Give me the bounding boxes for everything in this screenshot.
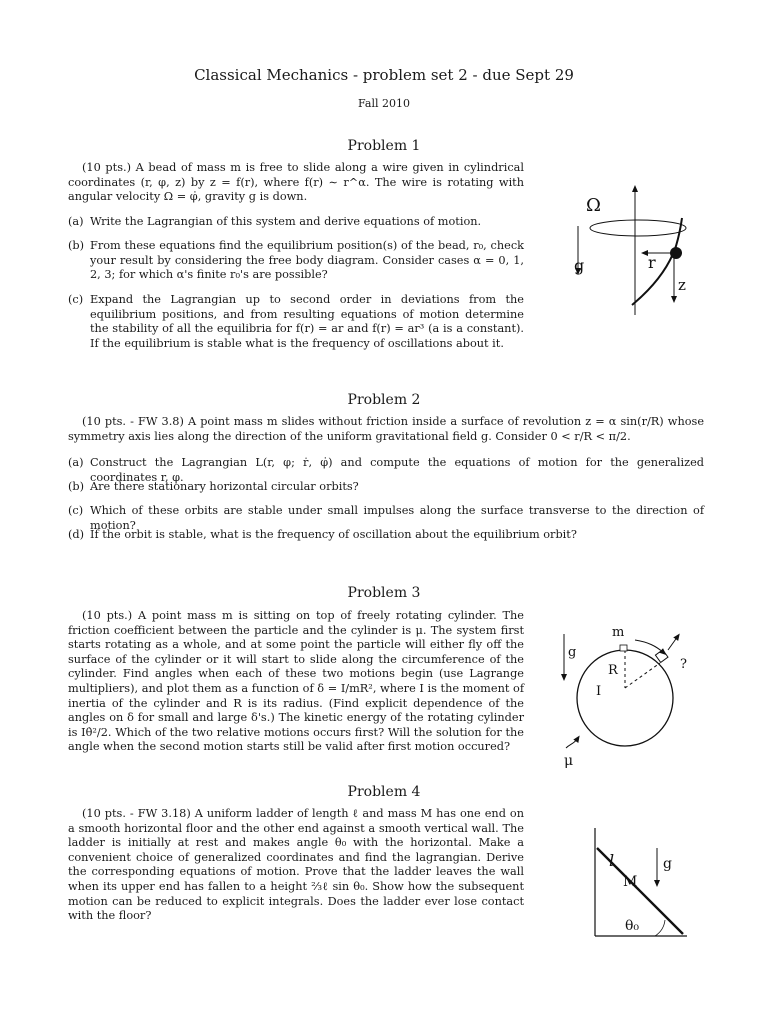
length-label: l xyxy=(609,851,615,870)
problem3-intro: (10 pts.) A point mass m is sitting on top of freely rotating cylinder. The friction coefficient between the particle and the cylinder is μ. The system first starts rotating as a whole, and at some point the particle will either fly off the surface of the cylinder or it will start to slide along the circumference of the cylinder. Find angles when each of these two motions begin (use Lagrange multipliers), and plot them as a function of δ = I/mR², where I is the moment of inertia of the cylinder and R is its radius. (Find explicit dependence of the angles on δ for small and large δ's.) The kinetic energy of the rotating cylinder is Iθ̇²/2. Which of the two relative motions occurs first? Will the solution for the angle when the second motion starts still be valid after first motion occured? xyxy=(68,609,524,754)
problem2-part-d xyxy=(68,528,704,543)
problem4-intro: (10 pts. - FW 3.18) A uniform ladder of length ℓ and mass M has one end on a smooth horizontal floor and the other end against a smooth vertical wall. The ladder is initially at rest and makes angle θ₀ with the horizontal. Make a convenient choice of generalized coordinates and find the lagrangian. Derive the corresponding equations of motion. Prove that the ladder leaves the wall when its upper end has fallen to a height ⅔ℓ sin θ₀. Show how the subsequent motion can be reduced to explicit integrals. Does the ladder ever lose contact with the floor? xyxy=(68,807,524,923)
part-text: Write the Lagrangian of this system and derive equations of motion. xyxy=(90,215,482,228)
problem2-part-b xyxy=(68,480,704,495)
part-text: If the orbit is stable, what is the frequency of oscillation about the equilibrium orbit? xyxy=(90,528,577,541)
part-text: Which of these orbits are stable under small impulses along the surface transverse to the direction of motion? xyxy=(90,504,704,532)
g-label: g xyxy=(568,645,577,660)
z-label: z xyxy=(678,276,686,294)
problem3-figure xyxy=(550,620,710,770)
problem3-heading: Problem 3 xyxy=(347,585,421,601)
mu-label: μ xyxy=(564,753,574,769)
part-label: (d) xyxy=(68,528,85,541)
rotation-ellipse xyxy=(590,220,686,236)
omega-label: Ω xyxy=(586,195,601,216)
document-title: Classical Mechanics - problem set 2 - due Sept 29 xyxy=(194,66,574,84)
part-label: (c) xyxy=(68,293,84,306)
bead xyxy=(670,247,682,259)
part-text: Construct the Lagrangian L(r, φ; ṙ, φ̇) and compute the equations of motion for the generalized coordinates r, φ. xyxy=(90,456,704,484)
m-label: m xyxy=(612,625,625,640)
problem1-part-c xyxy=(68,293,524,351)
problem2-heading: Problem 2 xyxy=(347,392,421,408)
problem1-figure xyxy=(550,180,700,320)
r-label: r xyxy=(648,253,656,272)
mass-label: M xyxy=(623,874,638,890)
part-label: (b) xyxy=(68,480,85,493)
problem2-intro: (10 pts. - FW 3.8) A point mass m slides without friction inside a surface of revolution z = α sin(r/R) whose symmetry axis lies along the direction of the uniform gravitational field g. Consider 0 < r/R < π/2. xyxy=(68,415,704,443)
problem4-heading: Problem 4 xyxy=(347,784,421,800)
problem4-figure xyxy=(585,824,695,944)
part-text: Expand the Lagrangian up to second order in deviations from the equilibrium positions, and from resulting equations of motion determine the stability of all the equilibria for f(r) = ar and f(r) = ar³ (a is a constant). If the equilibrium is stable what is the frequency of oscillations about it. xyxy=(90,293,524,350)
part-label: (a) xyxy=(68,215,84,228)
document-term: Fall 2010 xyxy=(358,97,410,110)
part-label: (c) xyxy=(68,504,84,517)
part-label: (b) xyxy=(68,239,85,252)
theta-label: θ₀ xyxy=(625,918,640,934)
question-label: ? xyxy=(680,657,687,672)
part-text: Are there stationary horizontal circular orbits? xyxy=(90,480,359,493)
part-text: From these equations find the equilibrium position(s) of the bead, r₀, check your result by considering the free body diagram. Consider cases α = 0, 1, 2, 3; for which α's finite r₀'s are possible? xyxy=(90,239,524,282)
g-label: g xyxy=(663,856,672,872)
part-label: (a) xyxy=(68,456,84,469)
problem1-heading: Problem 1 xyxy=(347,138,421,154)
g-label: g xyxy=(574,256,585,275)
problem1-intro: (10 pts.) A bead of mass m is free to slide along a wire given in cylindrical coordinates (r, φ, z) by z = f(r), where f(r) ∼ r^α. The wire is rotating with angular velocity Ω = φ̇, gravity g is down. xyxy=(68,161,524,204)
I-label: I xyxy=(596,684,602,699)
R-label: R xyxy=(608,663,618,678)
problem1-part-a xyxy=(68,215,524,230)
problem1-part-b xyxy=(68,239,524,283)
